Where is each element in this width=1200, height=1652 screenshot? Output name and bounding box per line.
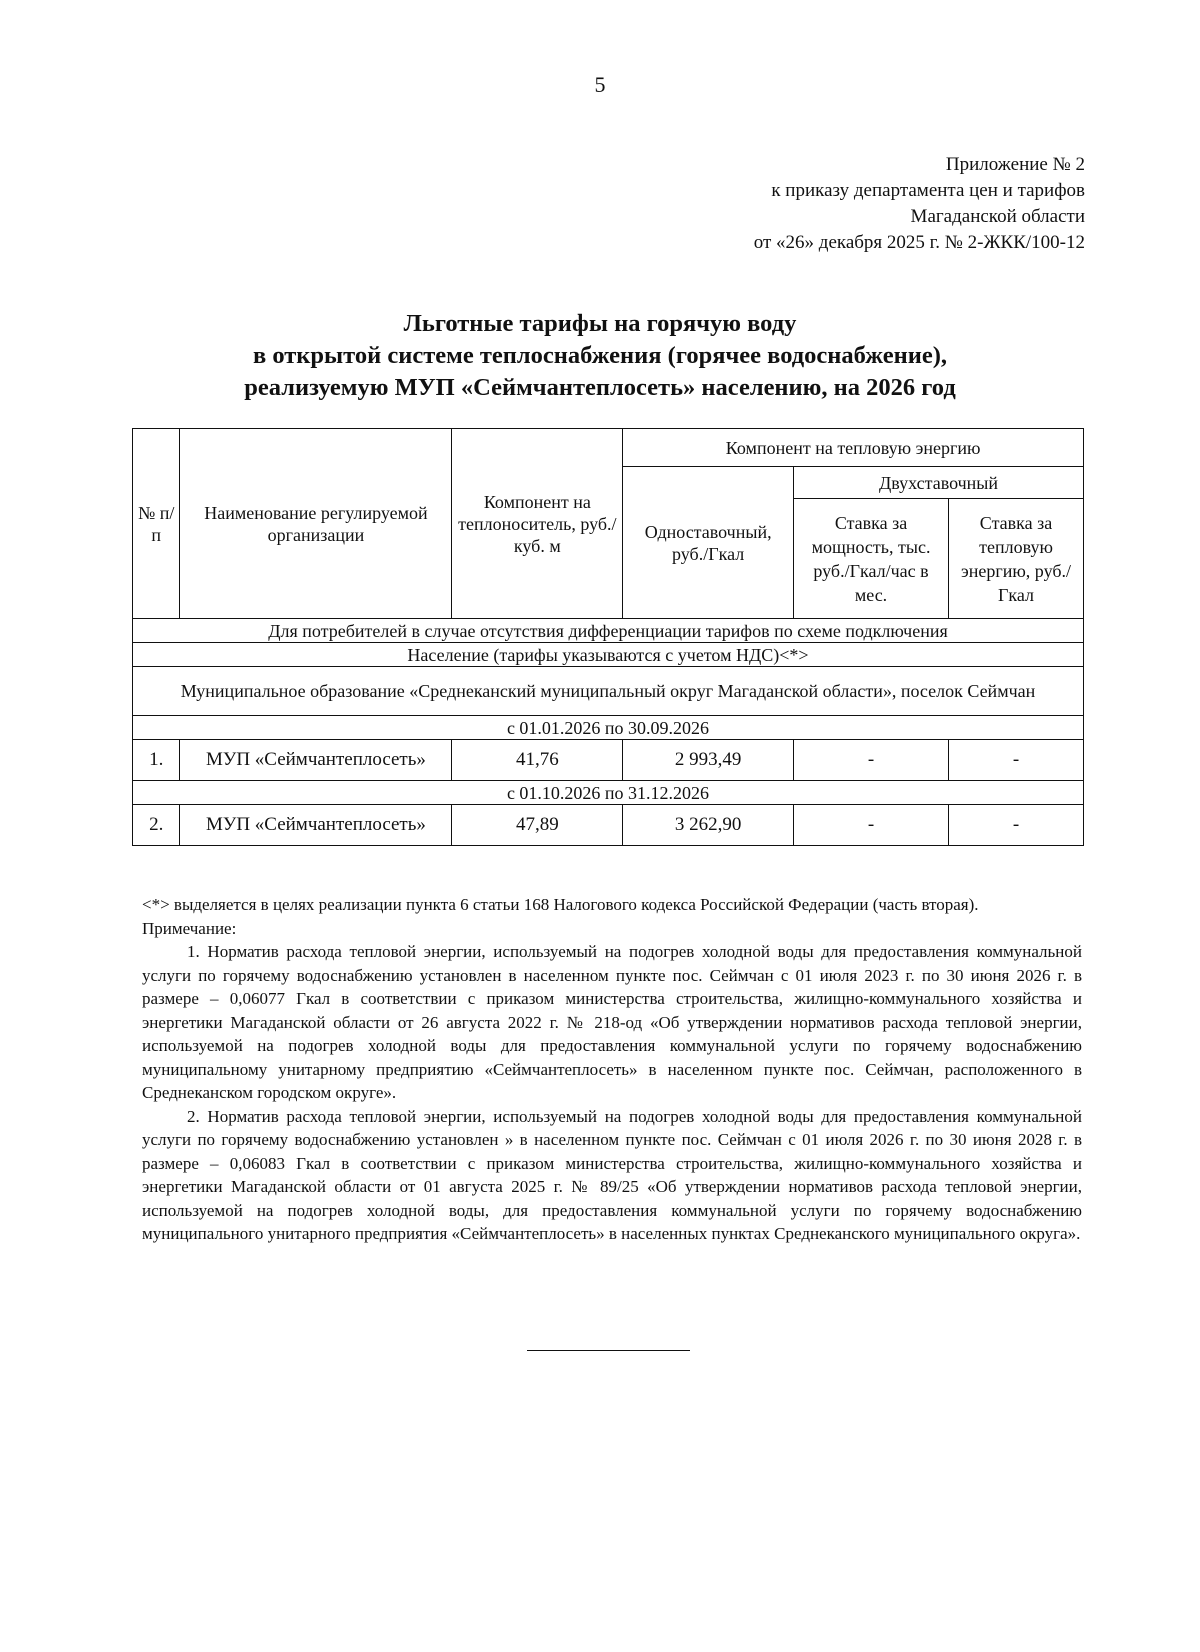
header-carrier: Компонент на теплоноситель, руб./куб. м — [452, 429, 623, 619]
notes-heading: Примечание: — [142, 918, 237, 938]
appendix-block — [600, 152, 1085, 256]
title-line: Льготные тарифы на горячую воду — [403, 310, 797, 337]
section-row — [133, 619, 1084, 643]
period-label: с 01.01.2026 по 30.09.2026 — [133, 716, 1084, 740]
section-municipality: Муниципальное образование «Среднеканский муниципальный округ Магаданской области», поселок Сеймчан — [133, 667, 1084, 716]
cell-single-rate: 2 993,49 — [623, 740, 794, 781]
header-heat-component: Компонент на тепловую энергию — [623, 429, 1084, 467]
document-title — [120, 308, 1080, 404]
header-capacity-rate: Ставка за мощность, тыс. руб./Гкал/час в мес. — [794, 499, 949, 619]
cell-capacity-rate: - — [794, 805, 949, 846]
cell-energy-rate: - — [949, 740, 1084, 781]
note-paragraph: 2. Норматив расхода тепловой энергии, используемый на подогрев холодной воды для предоставления коммунальной услуги по горячему водоснабжению установлен » в населенном пункте пос. Сеймчан с 01 июля 2026 г. по 30 июня 2028 г. в размере – 0,06083 Гкал в соответствии с приказом министерства строительства, жилищно-коммунального хозяйства и энергетики Магаданской области от 01 августа 2025 г. № 89/25 «Об утверждении нормативов расхода тепловой энергии, используемой на подогрев холодной воды, для предоставления коммунальной услуги по горячему водоснабжению муниципального унитарного предприятия «Сеймчантеплосеть» в населенных пунктах Среднеканского муниципального округа». — [142, 1106, 1082, 1243]
appendix-line: Приложение № 2 — [945, 154, 1085, 175]
title-line: реализуемую МУП «Сеймчантеплосеть» населению, на 2026 год — [244, 374, 956, 401]
period-row — [133, 716, 1084, 740]
cell-org: МУП «Сеймчантеплосеть» — [180, 740, 452, 781]
table-row — [133, 805, 1084, 846]
cell-carrier: 47,89 — [452, 805, 623, 846]
page-number: 5 — [594, 72, 606, 97]
cell-capacity-rate: - — [794, 740, 949, 781]
header-two-rate: Двухставочный — [794, 467, 1084, 499]
notes-block — [142, 893, 1082, 1246]
section-population: Население (тарифы указываются с учетом НДС)<*> — [133, 643, 1084, 667]
cell-carrier: 41,76 — [452, 740, 623, 781]
footnote: <*> выделяется в целях реализации пункта 6 статьи 168 Налогового кодекса Российской Федерации (часть вторая). — [142, 895, 979, 914]
note-paragraph: 1. Норматив расхода тепловой энергии, используемый на подогрев холодной воды для предоставления коммунальной услуги по горячему водоснабжению установлен в населенном пункте пос. Сеймчан с 01 июля 2023 г. по 30 июня 2026 г. в размере – 0,06077 Гкал в соответствии с приказом министерства строительства, жилищно-коммунального хозяйства и энергетики Магаданской области от 26 августа 2022 г. № 218-од «Об утверждении нормативов расхода тепловой энергии, используемой на подогрев холодной воды для предоставления коммунальной услуги по горячему водоснабжению муниципальному унитарному предприятию «Сеймчантеплосеть» в населенном пункте пос. Сеймчан, расположенного в Среднеканском городском округе». — [142, 942, 1082, 1102]
cell-single-rate: 3 262,90 — [623, 805, 794, 846]
end-divider — [527, 1350, 690, 1351]
tariff-table — [132, 428, 1084, 846]
section-consumers: Для потребителей в случае отсутствия дифференциации тарифов по схеме подключения — [133, 619, 1084, 643]
section-row — [133, 667, 1084, 716]
appendix-line: к приказу департамента цен и тарифов — [771, 180, 1085, 201]
cell-num: 2. — [133, 805, 180, 846]
header-single-rate: Одноставочный, руб./Гкал — [623, 467, 794, 619]
header-num: № п/п — [133, 429, 180, 619]
header-row — [133, 429, 1084, 467]
header-org: Наименование регулируемой организации — [180, 429, 452, 619]
appendix-line: Магаданской области — [910, 206, 1085, 227]
period-row — [133, 781, 1084, 805]
title-line: в открытой системе теплоснабжения (горячее водоснабжение), — [252, 342, 947, 369]
cell-num: 1. — [133, 740, 180, 781]
table-row — [133, 740, 1084, 781]
appendix-line: от «26» декабря 2025 г. № 2-ЖКК/100-12 — [753, 232, 1085, 253]
header-energy-rate: Ставка за тепловую энергию, руб./Гкал — [949, 499, 1084, 619]
cell-energy-rate: - — [949, 805, 1084, 846]
period-label: с 01.10.2026 по 31.12.2026 — [133, 781, 1084, 805]
cell-org: МУП «Сеймчантеплосеть» — [180, 805, 452, 846]
section-row — [133, 643, 1084, 667]
